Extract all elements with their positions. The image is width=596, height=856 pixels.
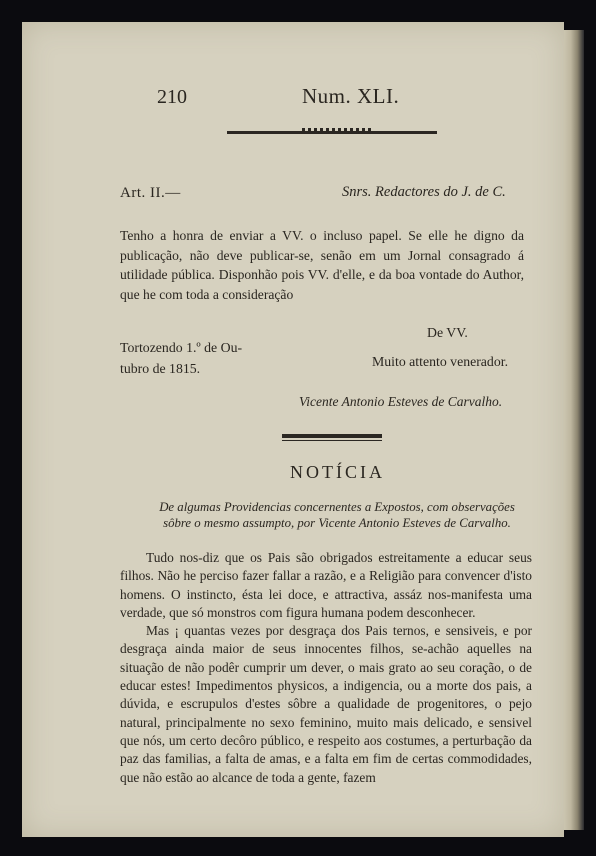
- page-number: 210: [157, 86, 187, 108]
- closing-salutation: De VV.: [427, 325, 468, 340]
- article-label: Art. II.—: [120, 185, 181, 201]
- section-subtitle: De algumas Providencias concernentes a Expostos, com observações sôbre o mesmo assumpto, por Vicente Antonio Esteves de Carvalho.: [159, 500, 515, 530]
- issue-number: Num. XLI.: [302, 84, 400, 108]
- addressee: Snrs. Redactores do J. de C.: [342, 184, 506, 200]
- section-rule: [282, 434, 382, 438]
- signature: Vicente Antonio Esteves de Carvalho.: [299, 394, 503, 409]
- place-date: [120, 337, 242, 379]
- place-date-line-1: Tortozendo 1.º de Ou-: [120, 340, 243, 355]
- article-body: [120, 549, 532, 787]
- page-edge: [562, 30, 584, 830]
- letter-body: Tenho a honra de enviar a VV. o incluso papel. Se elle he digno da publicação, não deve publicar-se, senão em um Jornal consagrado á utilidade pública. Disponhão pois VV. d'elle, e da boa vontade do Author, que he com toda a consideração: [120, 228, 524, 302]
- body-paragraph-1: Tudo nos-diz que os Pais são obrigados estreitamente a educar seus filhos. Não he perciso fazer fallar a razão, e a Religião para convencer d'isto homens. O instincto, ésta lei doce, e attractiva, assáz nos-manifesta uma verdade, que só monstros com figura humana podem desconhecer.: [120, 550, 532, 620]
- body-paragraph-2: Mas ¡ quantas vezes por desgraça dos Pais ternos, e sensiveis, e por desgraça ainda maior de seus innocentes filhos, se-achão aquelles na situação de não podêr cumprir um dever, o mais grato ao seu coração, o de educar estes! Impedimentos physicos, a indigencia, ou a morte dos pais, a dúvida, e escrupulos d'estes sôbre a qualidade de progenitores, o pejo natural, principalmente no sexo feminino, muito mais delicado, e sensivel que nós, um certo decôro público, e respeito aos costumes, a perturbação da paz das familias, a falta de amas, e a falta em fim de certas commodidades, que não estão ao alcance de toda a gente, fazem: [120, 623, 532, 785]
- closing-text: Muito attento venerador.: [372, 354, 509, 369]
- section-rule-thin: [282, 440, 382, 441]
- header-rule-ornament: [302, 128, 372, 134]
- book-page: [22, 22, 564, 837]
- section-title: NOTÍCIA: [290, 462, 385, 482]
- place-date-line-2: tubro de 1815.: [120, 361, 201, 376]
